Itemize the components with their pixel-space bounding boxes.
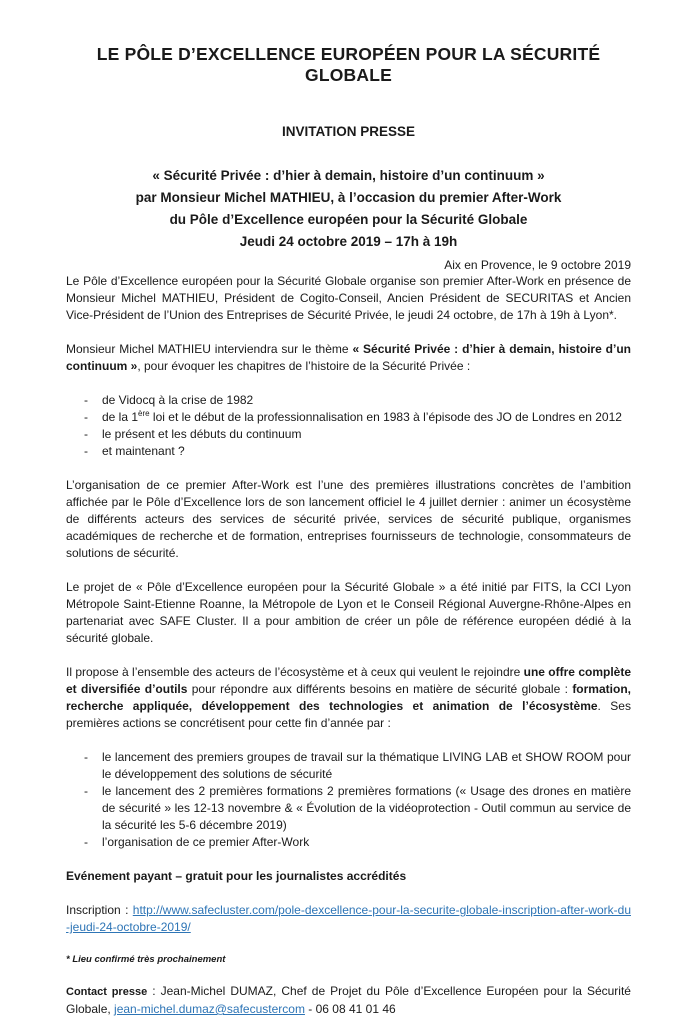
paragraph-theme bbox=[66, 341, 631, 375]
offer-pre-text: Il propose à l’ensemble des acteurs de l’écosystème et à ceux qui veulent le rejoindre bbox=[66, 665, 524, 679]
document-body bbox=[66, 273, 631, 1018]
event-payment-notice: Evénement payant – gratuit pour les journalistes accrédités bbox=[66, 869, 407, 883]
theme-pre-text: Monsieur Michel MATHIEU interviendra sur le thème bbox=[66, 342, 353, 356]
actions-bullet-list bbox=[66, 749, 631, 851]
history-bullet-list bbox=[66, 392, 631, 460]
paragraph-organisation: L’organisation de ce premier After-Work est l’une des premières illustrations concrètes de l’ambition affichée par le Pôle d’Excellence lors de son lancement officiel le 4 juillet dernier : animer un écosystème de différents acteurs des services de sécurité privée, services de sécurité publique, organismes académiques de recherche et de formation, entreprises fournisseurs de technologie, consommateurs de solutions de sécurité. bbox=[66, 478, 631, 560]
first-law-pre: de la 1 bbox=[102, 410, 139, 424]
document-title: LE PÔLE D’EXCELLENCE EUROPÉEN POUR LA SÉCURITÉ GLOBALE bbox=[96, 44, 601, 85]
paragraph-project: Le projet de « Pôle d’Excellence européen pour la Sécurité Globale » a été initié par FITS, la CCI Lyon Métropole Saint-Etienne Roanne, la Métropole de Lyon et le Conseil Régional Auvergne-Rhône-Alpes en partenariat avec SAFE Cluster. Il a pour ambition de créer un pôle de référence européen dédié à la sécurité globale. bbox=[66, 580, 631, 645]
bullet-dash: - bbox=[84, 784, 88, 798]
event-date-line: Jeudi 24 octobre 2019 – 17h à 19h bbox=[239, 234, 458, 249]
bullet-dash: - bbox=[84, 427, 88, 441]
inscription-label: Inscription : bbox=[66, 903, 133, 917]
offer-post-text: . Ses premières actions se concrétisent pour cette fin d’année par : bbox=[66, 699, 631, 730]
first-law-superscript: ère bbox=[138, 409, 150, 418]
history-item-first-law bbox=[102, 409, 631, 426]
action-item-trainings: le lancement des 2 premières formations 2 premières formations (« Usage des drones en matière de sécurité » les 12-13 novembre & « Évolution de la vidéoprotection - Outil commun au service de la sécurité les 5-6 décembre 2019) bbox=[102, 784, 631, 832]
bullet-dash: - bbox=[84, 444, 88, 458]
press-contact bbox=[66, 983, 631, 1018]
list-item bbox=[66, 834, 631, 851]
document-subtitle: INVITATION PRESSE bbox=[281, 124, 416, 139]
offer-bold-tools: une offre complète et diversifiée d’outils bbox=[66, 665, 631, 696]
history-item-present: le présent et les débuts du continuum bbox=[102, 427, 302, 441]
bullet-dash: - bbox=[84, 750, 88, 764]
bullet-dash: - bbox=[84, 835, 88, 849]
list-item bbox=[66, 392, 631, 409]
contact-description: : Jean-Michel DUMAZ, Chef de Projet du Pôle d’Excellence Européen pour la Sécurité Globale, bbox=[66, 984, 631, 1016]
offer-mid-text: pour répondre aux différents besoins en matière de sécurité globale : bbox=[187, 682, 573, 696]
action-item-working-groups: le lancement des premiers groupes de travail sur la thématique LIVING LAB et SHOW ROOM pour le développement des solutions de sécurité bbox=[102, 750, 631, 781]
contact-phone: - 06 08 41 01 46 bbox=[304, 1002, 396, 1016]
event-speaker-line: par Monsieur Michel MATHIEU, à l’occasion du premier After-Work bbox=[135, 190, 562, 205]
location-footnote: * Lieu confirmé très prochainement bbox=[66, 954, 226, 965]
event-organizer-line: du Pôle d’Excellence européen pour la Sécurité Globale bbox=[169, 212, 528, 227]
event-header bbox=[66, 165, 631, 253]
event-theme-line: « Sécurité Privée : d’hier à demain, histoire d’un continuum » bbox=[152, 168, 545, 183]
list-item bbox=[66, 783, 631, 834]
list-item bbox=[66, 409, 631, 426]
history-item-now: et maintenant ? bbox=[102, 444, 185, 458]
theme-bold-text: « Sécurité Privée : d’hier à demain, histoire d’un continuum » bbox=[66, 342, 631, 373]
first-law-post: loi et le début de la professionnalisation en 1983 à l’épisode des JO de Londres en 2012 bbox=[149, 410, 622, 424]
dateline: Aix en Provence, le 9 octobre 2019 bbox=[444, 258, 631, 272]
history-item-vidocq: de Vidocq à la crise de 1982 bbox=[102, 393, 254, 407]
bullet-dash: - bbox=[84, 410, 88, 424]
contact-label: Contact presse bbox=[66, 986, 148, 998]
paragraph-offer bbox=[66, 664, 631, 732]
list-item bbox=[66, 749, 631, 783]
offer-bold-domains: formation, recherche appliquée, développement des technologies et animation de l’écosystème bbox=[66, 682, 631, 713]
inscription-line bbox=[66, 902, 631, 936]
list-item bbox=[66, 426, 631, 443]
bullet-dash: - bbox=[84, 393, 88, 407]
contact-email-link[interactable]: jean-michel.dumaz@safecustercom bbox=[114, 1002, 305, 1016]
list-item bbox=[66, 443, 631, 460]
action-item-afterwork: l’organisation de ce premier After-Work bbox=[102, 835, 310, 849]
theme-post-text: , pour évoquer les chapitres de l’histoire de la Sécurité Privée : bbox=[137, 359, 471, 373]
paragraph-introduction: Le Pôle d’Excellence européen pour la Sécurité Globale organise son premier After-Work en présence de Monsieur Michel MATHIEU, Président de Cogito-Conseil, Ancien Président de SECURITAS et Ancien Vice-Président de l’Union des Entreprises de Sécurité Privée, le jeudi 24 octobre, de 17h à 19h à Lyon*. bbox=[66, 274, 631, 322]
inscription-link[interactable]: http://www.safecluster.com/pole-dexcellence-pour-la-securite-globale-inscription-after-work-du-jeudi-24-octobre-2019/ bbox=[66, 903, 631, 934]
